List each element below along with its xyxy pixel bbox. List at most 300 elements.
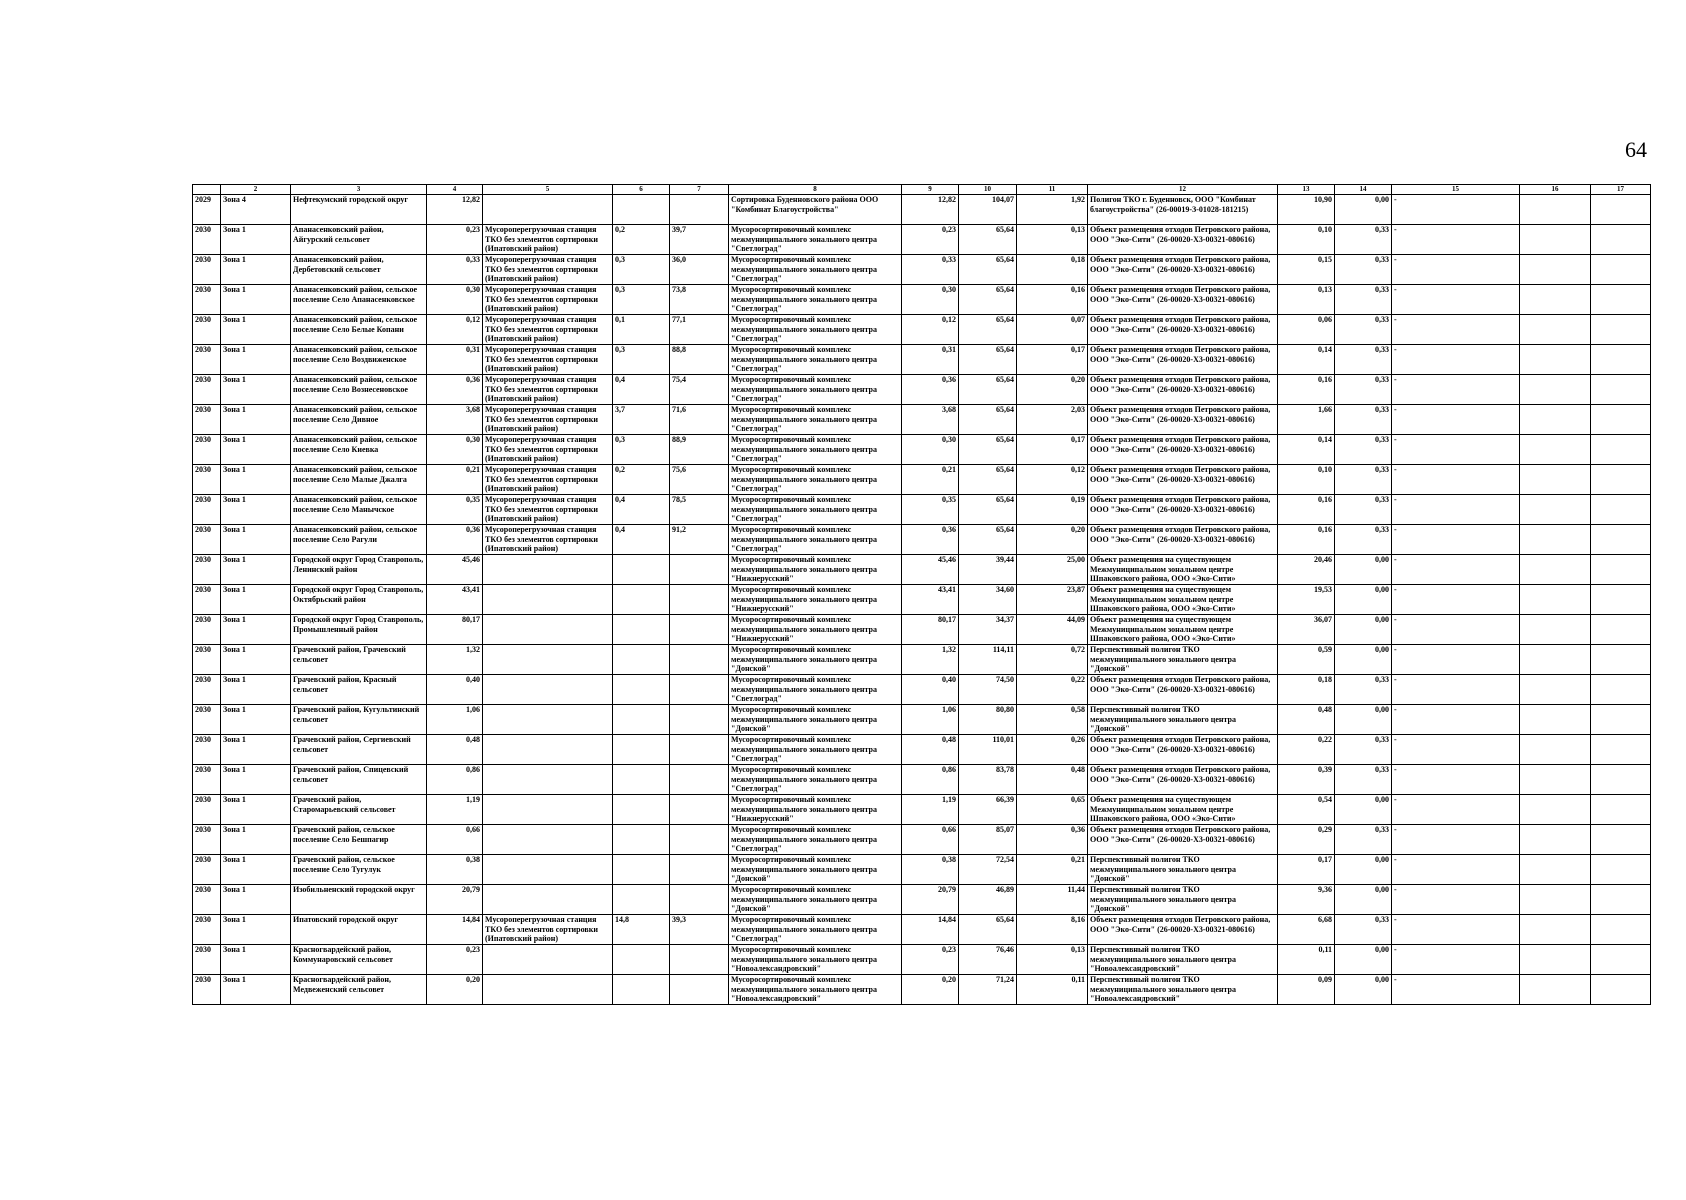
column-number-cell (193, 185, 221, 195)
table-cell: 0,33 (1335, 465, 1392, 495)
table-cell (1520, 585, 1591, 615)
table-cell: 0,17 (1017, 345, 1088, 375)
table-row (193, 195, 1651, 225)
table-cell: 2030 (193, 435, 221, 465)
table-row (193, 315, 1651, 345)
table-cell: 65,64 (959, 465, 1017, 495)
table-cell: Мусороперегрузочная станция ТКО без элементов сортировки (Ипатовский район) (483, 525, 613, 555)
table-row (193, 975, 1651, 1005)
table-cell (670, 885, 729, 915)
table-cell (1520, 855, 1591, 885)
table-cell: 43,41 (427, 585, 483, 615)
table-cell: 0,36 (1017, 825, 1088, 855)
table-cell: 0,1 (613, 315, 670, 345)
table-row (193, 525, 1651, 555)
table-cell: Мусороперегрузочная станция ТКО без элементов сортировки (Ипатовский район) (483, 315, 613, 345)
table-cell: Апанасенковский район, сельское поселение Село Воздвиженское (291, 345, 427, 375)
table-cell (670, 615, 729, 645)
table-cell (483, 825, 613, 855)
table-cell: 0,30 (902, 285, 959, 315)
table-row (193, 915, 1651, 945)
table-cell: 0,4 (613, 525, 670, 555)
table-cell: 36,07 (1278, 615, 1335, 645)
table-cell: Объект размещения отходов Петровского района, ООО "Эко-Сити" (26-00020-Х3-00321-080616) (1088, 285, 1278, 315)
table-cell (1520, 345, 1591, 375)
table-cell (1591, 975, 1651, 1005)
table-cell: 0,23 (902, 225, 959, 255)
table-cell: 0,26 (1017, 735, 1088, 765)
table-cell: 0,00 (1335, 585, 1392, 615)
table-cell: Грачевский район, Грачевский сельсовет (291, 645, 427, 675)
table-cell: 80,17 (902, 615, 959, 645)
table-cell: 0,48 (427, 735, 483, 765)
table-cell (1591, 585, 1651, 615)
table-cell: 0,23 (902, 945, 959, 975)
table-cell (1520, 675, 1591, 705)
table-cell: 0,18 (1278, 675, 1335, 705)
table-cell: 0,21 (902, 465, 959, 495)
table-cell (1520, 615, 1591, 645)
table-cell: Объект размещения отходов Петровского района, ООО "Эко-Сити" (26-00020-Х3-00321-080616) (1088, 225, 1278, 255)
table-row (193, 285, 1651, 315)
table-cell: Городской округ Город Ставрополь, Промышленный район (291, 615, 427, 645)
table-cell (613, 615, 670, 645)
table-cell: Зона 1 (221, 255, 291, 285)
table-cell: 0,20 (1017, 525, 1088, 555)
table-cell: 2030 (193, 345, 221, 375)
table-cell: 0,30 (427, 435, 483, 465)
table-cell: Зона 4 (221, 195, 291, 225)
table-cell: Мусоросортировочный комплекс межмуниципального зонального центра "Светлоград" (729, 375, 902, 405)
table-cell: 0,23 (427, 945, 483, 975)
table-cell: 72,54 (959, 855, 1017, 885)
table-cell: 1,19 (902, 795, 959, 825)
table-cell (483, 555, 613, 585)
table-cell: Зона 1 (221, 285, 291, 315)
table-cell: Мусоросортировочный комплекс межмуниципального зонального центра "Нижнерусский" (729, 615, 902, 645)
table-row (193, 885, 1651, 915)
table-cell: 34,60 (959, 585, 1017, 615)
table-row (193, 345, 1651, 375)
table-cell: 88,9 (670, 435, 729, 465)
table-cell: 12,82 (427, 195, 483, 225)
table-cell: - (1392, 975, 1520, 1005)
table-cell: 0,09 (1278, 975, 1335, 1005)
table-cell (483, 585, 613, 615)
table-cell: - (1392, 315, 1520, 345)
table-cell: 0,72 (1017, 645, 1088, 675)
table-cell: 65,64 (959, 915, 1017, 945)
table-cell: 1,32 (427, 645, 483, 675)
table-cell: 0,20 (902, 975, 959, 1005)
table-cell: 0,23 (427, 225, 483, 255)
table-cell: 0,00 (1335, 975, 1392, 1005)
table-cell: 9,36 (1278, 885, 1335, 915)
table-cell: 1,19 (427, 795, 483, 825)
table-cell: Апанасенковский район, сельское поселение Село Киевка (291, 435, 427, 465)
table-cell: Апанасенковский район, сельское поселение Село Апанасенковское (291, 285, 427, 315)
table-cell: 2030 (193, 615, 221, 645)
table-cell: 2030 (193, 555, 221, 585)
table-cell (483, 735, 613, 765)
table-cell (613, 765, 670, 795)
table-cell (1591, 465, 1651, 495)
table-cell: 0,06 (1278, 315, 1335, 345)
table-cell: 80,17 (427, 615, 483, 645)
table-cell: Мусороперегрузочная станция ТКО без элементов сортировки (Ипатовский район) (483, 225, 613, 255)
table-cell: 0,15 (1278, 255, 1335, 285)
table-cell (670, 795, 729, 825)
table-cell (1520, 975, 1591, 1005)
table-cell: 0,33 (1335, 405, 1392, 435)
column-number-cell: 14 (1335, 185, 1392, 195)
table-cell: 0,33 (1335, 825, 1392, 855)
table-cell (1591, 435, 1651, 465)
table-cell: 12,82 (902, 195, 959, 225)
table-cell: Объект размещения на существующем Межмуниципальном зональном центре Шпаковского района, ООО «Эко-Сити» (1088, 555, 1278, 585)
table-cell: 77,1 (670, 315, 729, 345)
table-cell (483, 675, 613, 705)
table-cell: 0,39 (1278, 765, 1335, 795)
table-cell: 2029 (193, 195, 221, 225)
table-cell: 0,33 (1335, 525, 1392, 555)
table-cell: - (1392, 525, 1520, 555)
table-cell (613, 825, 670, 855)
table-cell: 88,8 (670, 345, 729, 375)
table-cell: 0,00 (1335, 795, 1392, 825)
table-cell (670, 645, 729, 675)
table-cell: 0,59 (1278, 645, 1335, 675)
table-cell: 2030 (193, 645, 221, 675)
table-cell (1591, 225, 1651, 255)
table-cell: 83,78 (959, 765, 1017, 795)
table-cell: Зона 1 (221, 435, 291, 465)
table-cell: 71,24 (959, 975, 1017, 1005)
waste-flow-table (192, 184, 1651, 1005)
table-cell: 39,44 (959, 555, 1017, 585)
table-cell: 0,11 (1278, 945, 1335, 975)
table-cell: 65,64 (959, 375, 1017, 405)
table-cell: 2030 (193, 495, 221, 525)
table-cell: Грачевский район, Кугультинский сельсовет (291, 705, 427, 735)
table-row (193, 795, 1651, 825)
table-cell: 0,29 (1278, 825, 1335, 855)
table-cell: 0,4 (613, 375, 670, 405)
table-cell: Мусороперегрузочная станция ТКО без элементов сортировки (Ипатовский район) (483, 345, 613, 375)
table-cell: 0,13 (1278, 285, 1335, 315)
table-row (193, 765, 1651, 795)
table-cell: 0,21 (1017, 855, 1088, 885)
table-cell: 0,16 (1278, 375, 1335, 405)
table-cell: 0,12 (902, 315, 959, 345)
table-cell: 2030 (193, 585, 221, 615)
table-cell (670, 855, 729, 885)
table-cell: 0,36 (427, 525, 483, 555)
table-cell: 0,2 (613, 225, 670, 255)
table-cell (1520, 645, 1591, 675)
table-cell: Грачевский район, Сергиевский сельсовет (291, 735, 427, 765)
table-cell: 0,33 (427, 255, 483, 285)
table-cell: 73,8 (670, 285, 729, 315)
table-cell: Объект размещения отходов Петровского района, ООО "Эко-Сити" (26-00020-Х3-00321-080616) (1088, 675, 1278, 705)
table-cell (1591, 825, 1651, 855)
table-cell: Красногвардейский район, Коммунаровский сельсовет (291, 945, 427, 975)
table-cell (613, 975, 670, 1005)
table-cell: Зона 1 (221, 795, 291, 825)
table-cell: 0,00 (1335, 885, 1392, 915)
table-cell (1520, 225, 1591, 255)
table-cell: Грачевский район, Старомарьевский сельсовет (291, 795, 427, 825)
table-cell: 46,89 (959, 885, 1017, 915)
table-cell: 2,03 (1017, 405, 1088, 435)
table-cell: 45,46 (427, 555, 483, 585)
table-cell: 65,64 (959, 405, 1017, 435)
table-cell: 0,33 (1335, 345, 1392, 375)
table-cell (670, 735, 729, 765)
table-cell: 0,13 (1017, 945, 1088, 975)
column-number-cell: 5 (483, 185, 613, 195)
table-cell: 2030 (193, 795, 221, 825)
table-cell: Апанасенковский район, сельское поселение Село Белые Копани (291, 315, 427, 345)
table-cell: Зона 1 (221, 765, 291, 795)
table-cell (483, 705, 613, 735)
column-number-cell: 9 (902, 185, 959, 195)
table-cell: 0,00 (1335, 855, 1392, 885)
table-cell: Объект размещения отходов Петровского района, ООО "Эко-Сити" (26-00020-Х3-00321-080616) (1088, 915, 1278, 945)
table-cell: 0,10 (1278, 465, 1335, 495)
table-cell (483, 945, 613, 975)
table-cell: 75,6 (670, 465, 729, 495)
table-cell: 2030 (193, 315, 221, 345)
table-cell (1520, 735, 1591, 765)
table-cell: Городской округ Город Ставрополь, Октябрьский район (291, 585, 427, 615)
table-cell: Мусоросортировочный комплекс межмуниципального зонального центра "Светлоград" (729, 825, 902, 855)
table-cell: 0,54 (1278, 795, 1335, 825)
table-cell: Зона 1 (221, 885, 291, 915)
table-cell: - (1392, 555, 1520, 585)
table-cell: 65,64 (959, 495, 1017, 525)
table-cell: Зона 1 (221, 735, 291, 765)
table-cell: 0,33 (1335, 255, 1392, 285)
table-cell: 65,64 (959, 345, 1017, 375)
table-cell: 0,20 (427, 975, 483, 1005)
table-cell: Зона 1 (221, 225, 291, 255)
table-cell: 2030 (193, 675, 221, 705)
column-number-cell: 6 (613, 185, 670, 195)
table-cell (613, 675, 670, 705)
table-row (193, 495, 1651, 525)
table-cell (613, 705, 670, 735)
table-cell: 0,33 (1335, 225, 1392, 255)
table-cell: 0,33 (1335, 315, 1392, 345)
table-cell: Объект размещения отходов Петровского района, ООО "Эко-Сити" (26-00020-Х3-00321-080616) (1088, 495, 1278, 525)
table-cell: - (1392, 225, 1520, 255)
column-number-cell: 2 (221, 185, 291, 195)
table-cell: Мусоросортировочный комплекс межмуниципального зонального центра "Светлоград" (729, 465, 902, 495)
column-number-row (193, 185, 1651, 195)
table-row (193, 435, 1651, 465)
table-cell (1520, 495, 1591, 525)
table-cell (1591, 795, 1651, 825)
table-cell: 0,48 (1017, 765, 1088, 795)
column-number-cell: 11 (1017, 185, 1088, 195)
table-cell: Мусоросортировочный комплекс межмуниципального зонального центра "Новоалександровский" (729, 945, 902, 975)
table-cell (1520, 285, 1591, 315)
table-cell: 0,20 (1017, 375, 1088, 405)
table-cell: 1,32 (902, 645, 959, 675)
table-cell: - (1392, 615, 1520, 645)
table-cell: Мусоросортировочный комплекс межмуниципального зонального центра "Донской" (729, 705, 902, 735)
table-cell: 2030 (193, 525, 221, 555)
table-cell: 0,14 (1278, 435, 1335, 465)
table-cell: 110,01 (959, 735, 1017, 765)
table-cell (1591, 375, 1651, 405)
table-cell: - (1392, 945, 1520, 975)
table-cell: Мусоросортировочный комплекс межмуниципального зонального центра "Донской" (729, 885, 902, 915)
table-cell: Грачевский район, сельское поселение Село Бешпагир (291, 825, 427, 855)
table-cell: Перспективный полигон ТКО межмуниципального зонального центра "Донской" (1088, 645, 1278, 675)
table-cell: 0,17 (1017, 435, 1088, 465)
table-cell: Мусоросортировочный комплекс межмуниципального зонального центра "Светлоград" (729, 285, 902, 315)
table-cell (670, 675, 729, 705)
table-cell: Объект размещения отходов Петровского района, ООО "Эко-Сити" (26-00020-Х3-00321-080616) (1088, 405, 1278, 435)
table-cell: Объект размещения отходов Петровского района, ООО "Эко-Сити" (26-00020-Х3-00321-080616) (1088, 345, 1278, 375)
table-cell: - (1392, 915, 1520, 945)
table-cell: Мусоросортировочный комплекс межмуниципального зонального центра "Светлоград" (729, 765, 902, 795)
table-cell: Мусоросортировочный комплекс межмуниципального зонального центра "Светлоград" (729, 225, 902, 255)
table-cell: Зона 1 (221, 945, 291, 975)
table-cell: - (1392, 465, 1520, 495)
table-cell: 8,16 (1017, 915, 1088, 945)
table-cell: Грачевский район, сельское поселение Село Тугулук (291, 855, 427, 885)
table-cell: Объект размещения отходов Петровского района, ООО "Эко-Сити" (26-00020-Х3-00321-080616) (1088, 375, 1278, 405)
table-cell: 0,3 (613, 255, 670, 285)
table-cell: 71,6 (670, 405, 729, 435)
table-cell (1520, 765, 1591, 795)
table-cell: 0,3 (613, 285, 670, 315)
table-cell: Мусороперегрузочная станция ТКО без элементов сортировки (Ипатовский район) (483, 405, 613, 435)
table-cell: - (1392, 195, 1520, 225)
table-cell (613, 945, 670, 975)
table-cell: Апанасенковский район, сельское поселение Село Дивное (291, 405, 427, 435)
table-cell: 75,4 (670, 375, 729, 405)
table-cell: - (1392, 855, 1520, 885)
table-cell: 0,00 (1335, 945, 1392, 975)
table-cell: 39,7 (670, 225, 729, 255)
table-cell: Мусоросортировочный комплекс межмуниципального зонального центра "Светлоград" (729, 435, 902, 465)
table-cell: 66,39 (959, 795, 1017, 825)
table-cell: Зона 1 (221, 705, 291, 735)
table-cell: Перспективный полигон ТКО межмуниципального зонального центра "Донской" (1088, 705, 1278, 735)
table-row (193, 255, 1651, 285)
table-cell: 11,44 (1017, 885, 1088, 915)
table-cell: Объект размещения отходов Петровского района, ООО "Эко-Сити" (26-00020-Х3-00321-080616) (1088, 465, 1278, 495)
table-cell: 0,66 (902, 825, 959, 855)
table-cell: Зона 1 (221, 555, 291, 585)
table-cell (483, 645, 613, 675)
table-cell: 0,00 (1335, 195, 1392, 225)
column-number-cell: 12 (1088, 185, 1278, 195)
table-cell: - (1392, 435, 1520, 465)
table-cell: Мусоросортировочный комплекс межмуниципального зонального центра "Светлоград" (729, 675, 902, 705)
table-cell: Апанасенковский район, Дербетовский сельсовет (291, 255, 427, 285)
table-cell: 104,07 (959, 195, 1017, 225)
table-cell: Мусоросортировочный комплекс межмуниципального зонального центра "Донской" (729, 855, 902, 885)
table-cell: 0,22 (1278, 735, 1335, 765)
table-cell: 0,33 (1335, 735, 1392, 765)
table-cell (1591, 765, 1651, 795)
table-cell: 0,30 (427, 285, 483, 315)
table-cell (613, 735, 670, 765)
table-cell: Объект размещения на существующем Межмуниципальном зональном центре Шпаковского района, ООО «Эко-Сити» (1088, 615, 1278, 645)
table-cell: 2030 (193, 405, 221, 435)
table-cell: Мусороперегрузочная станция ТКО без элементов сортировки (Ипатовский район) (483, 375, 613, 405)
table-cell (1520, 375, 1591, 405)
table-cell (1520, 795, 1591, 825)
table-cell: 0,35 (902, 495, 959, 525)
table-cell (1520, 945, 1591, 975)
table-cell: 0,14 (1278, 345, 1335, 375)
table-cell: 0,31 (427, 345, 483, 375)
table-cell: 0,10 (1278, 225, 1335, 255)
table-cell: 0,16 (1017, 285, 1088, 315)
table-cell: 44,09 (1017, 615, 1088, 645)
table-cell: - (1392, 825, 1520, 855)
table-cell (670, 555, 729, 585)
table-cell (613, 645, 670, 675)
table-cell (1591, 735, 1651, 765)
table-cell: 1,06 (902, 705, 959, 735)
table-cell (1520, 465, 1591, 495)
table-cell: 36,0 (670, 255, 729, 285)
table-cell: 0,38 (427, 855, 483, 885)
table-cell: Перспективный полигон ТКО межмуниципального зонального центра "Донской" (1088, 855, 1278, 885)
table-cell: - (1392, 495, 1520, 525)
table-row (193, 825, 1651, 855)
table-cell (613, 555, 670, 585)
table-cell (1520, 915, 1591, 945)
table-cell: Мусоросортировочный комплекс межмуниципального зонального центра "Нижнерусский" (729, 795, 902, 825)
table-cell: Мусоросортировочный комплекс межмуниципального зонального центра "Новоалександровский" (729, 975, 902, 1005)
table-cell (613, 855, 670, 885)
table-cell: Зона 1 (221, 345, 291, 375)
table-cell: 0,00 (1335, 555, 1392, 585)
table-cell: Ипатовский городской округ (291, 915, 427, 945)
table-cell: - (1392, 885, 1520, 915)
table-cell (1520, 315, 1591, 345)
table-cell: 0,36 (902, 525, 959, 555)
table-cell (1591, 675, 1651, 705)
table-cell: 0,33 (1335, 375, 1392, 405)
table-cell: 0,40 (902, 675, 959, 705)
table-cell: 0,4 (613, 495, 670, 525)
table-cell: Изобильненский городской округ (291, 885, 427, 915)
table-cell: 19,53 (1278, 585, 1335, 615)
table-cell: Красногвардейский район, Медвеженский сельсовет (291, 975, 427, 1005)
table-cell (670, 585, 729, 615)
table-cell: Мусороперегрузочная станция ТКО без элементов сортировки (Ипатовский район) (483, 255, 613, 285)
table-cell: 0,30 (902, 435, 959, 465)
table-row (193, 465, 1651, 495)
table-cell: 0,3 (613, 435, 670, 465)
table-cell: Объект размещения на существующем Межмуниципальном зональном центре Шпаковского района, ООО «Эко-Сити» (1088, 585, 1278, 615)
table-cell: Городской округ Город Ставрополь, Ленинский район (291, 555, 427, 585)
table-cell: 0,33 (1335, 765, 1392, 795)
table-cell: Зона 1 (221, 915, 291, 945)
table-cell: 0,65 (1017, 795, 1088, 825)
table-cell: - (1392, 645, 1520, 675)
table-cell: 85,07 (959, 825, 1017, 855)
